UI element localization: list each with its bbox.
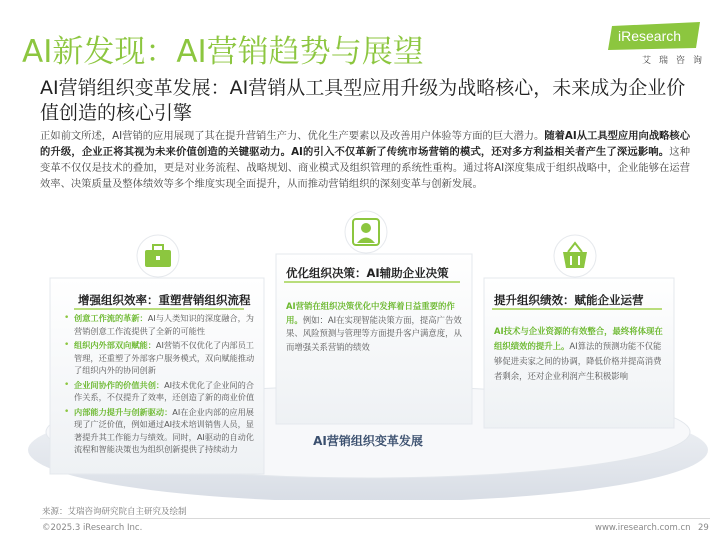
middle-pillar-text: AI营销在组织决策优化中发挥着日益重要的作用。例如：AI在实现智能决策方面，提高广告效果、风险预测与管理等方面提升客户满意度，从而增强关系营销的绩效 xyxy=(286,301,462,352)
page-title: AI新发现：AI营销趋势与展望 xyxy=(22,34,424,70)
left-pillar-list xyxy=(62,312,258,458)
middle-pillar-title: 优化组织决策：AI辅助企业决策 xyxy=(286,266,449,280)
intro-text-2: 这种变革不仅仅是技术的叠加，更是对业务流程、战略规划、商业模式及组织管理的系统性重构。通过将AI深度集成于组织战略中，企业能够在运营效率、决策质量及整体绩效等多个维度实现全面提升，从而推动营销组织的深刻变革与创新发展。 xyxy=(40,146,690,190)
page-number: 29 xyxy=(698,523,709,533)
list-item: • 内部能力提升与创新驱动：AI在企业内部的应用展现了广泛价值，例如通过AI技术培训销售人员，显著提升其工作能力与绩效。同时，AI驱动的自动化流程和智能决策也为组织创新提供了持续动力 xyxy=(62,406,258,456)
right-pillar-title: 提升组织绩效：赋能企业运营 xyxy=(494,293,644,307)
page-subtitle: AI营销组织变革发展：AI营销从工具型应用升级为战略核心，未来成为企业价值创造的核心引擎 xyxy=(40,77,686,124)
list-item: • 创意工作流的革新：AI与人类知识的深度融合，为营销创意工作流提供了全新的可能性 xyxy=(62,312,258,337)
list-item: • 组织内外部双向赋能：AI营销不仅优化了内部员工管理，还重塑了外部客户服务模式，双向赋能推动了组织内外的协同创新 xyxy=(62,339,258,377)
copyright: ©2025.3 iResearch Inc. xyxy=(42,523,143,533)
source-note: 来源：艾瑞咨询研究院自主研究及绘制 xyxy=(42,507,187,517)
iresearch-logo xyxy=(608,22,711,68)
intro-text-1: 正如前文所述，AI营销的应用展现了其在提升营销生产力、优化生产要素以及改善用户体验等方面的巨大潜力。 xyxy=(40,130,545,142)
logo-wordmark: iResearch xyxy=(618,28,682,44)
platform-label: AI营销组织变革发展 xyxy=(313,434,423,448)
website-link[interactable]: www.iresearch.com.cn xyxy=(595,523,691,533)
left-pillar-title: 增强组织效率：重塑营销组织流程 xyxy=(78,293,251,307)
left-title-underline xyxy=(74,308,244,310)
footer-divider xyxy=(40,518,710,519)
logo-subtext: 艾瑞咨询 xyxy=(642,56,711,66)
intro-paragraph xyxy=(40,128,690,192)
list-item: • 企业间协作的价值共创：AI技术优化了企业间的合作关系，不仅提升了效率，还创造了新的商业价值 xyxy=(62,379,258,404)
intro-bold-text: 随着AI从工具型应用向战略核心的升级，企业正将其视为未来价值创造的关键驱动力。AI的引入不仅革新了传统市场营销的模式，还对多方利益相关者产生了深远影响。 xyxy=(40,130,691,158)
right-pillar-text: AI技术与企业资源的有效整合，最终将体现在组织绩效的提升上。AI算法的预测功能不仅能够促进卖家之间的协调，降低价格并提高消费者剩余，还对企业利润产生积极影响 xyxy=(494,326,663,381)
right-title-underline xyxy=(492,308,662,310)
middle-title-underline xyxy=(284,281,460,283)
